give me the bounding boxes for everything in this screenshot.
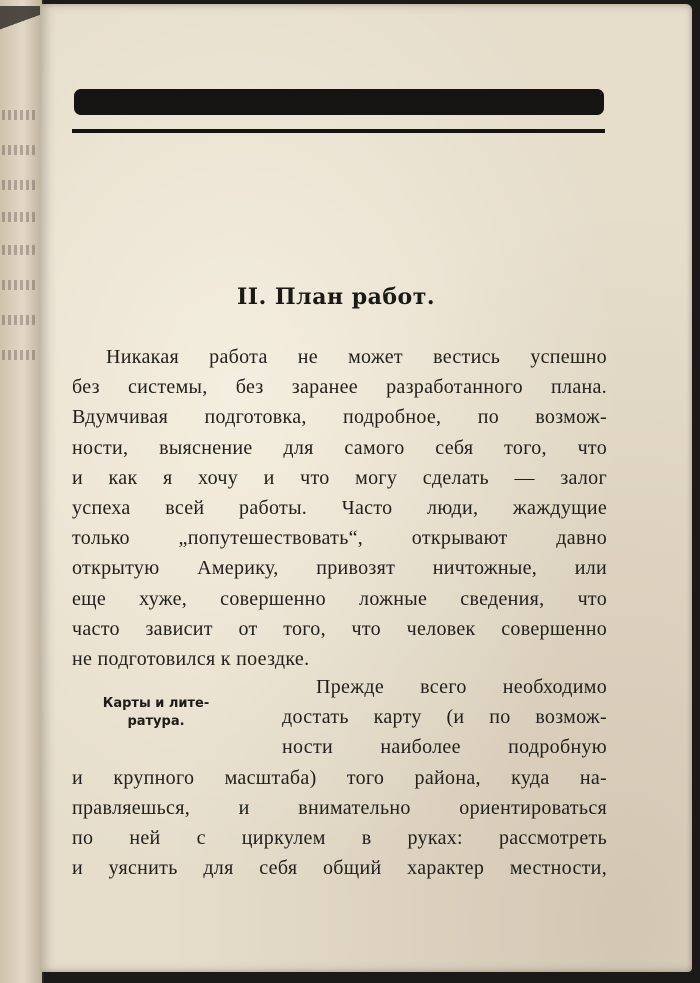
text-line: без системы, без заранее разработанного плана.	[72, 376, 607, 399]
text-line: Вдумчивая подготовка, подробное, по возмож-	[72, 406, 607, 429]
header-thin-rule	[72, 129, 605, 133]
previous-page-edge	[0, 0, 44, 983]
paragraph-1	[72, 342, 607, 674]
previous-page-text-fragment	[2, 280, 38, 290]
marginal-note-line: ратура.	[127, 714, 185, 729]
text-line: по ней с циркулем в руках: рассмотреть	[72, 826, 607, 849]
chapter-title: II. План работ.	[237, 284, 435, 310]
previous-page-header-fragment	[0, 6, 40, 50]
previous-page-text-fragment	[2, 180, 38, 190]
text-line: и уяснить для себя общий характер местности,	[72, 857, 607, 880]
text-line: только „попутешествовать“, открывают давно	[72, 527, 607, 550]
text-line: и как я хочу и что могу сделать — залог	[72, 466, 607, 489]
text-line: открытую Америку, привозят ничтожные, или	[72, 557, 607, 580]
previous-page-text-fragment	[2, 212, 38, 222]
text-line: успеха всей работы. Часто люди, жаждущие	[72, 496, 607, 519]
text-line: правляешься, и внимательно ориентироваться	[72, 796, 607, 819]
previous-page-text-fragment	[2, 145, 38, 155]
text-line: Прежде всего необходимо	[316, 676, 607, 698]
text-line: еще хуже, совершенно ложные сведения, что	[72, 587, 607, 610]
text-line: ности наиболее подробную	[282, 736, 607, 759]
text-line: достать карту (и по возмож-	[282, 706, 607, 729]
text-line: не подготовился к поездке.	[72, 647, 310, 670]
previous-page-text-fragment	[2, 350, 38, 360]
book-page	[40, 4, 692, 972]
text-line: и крупного масштаба) того района, куда на-	[72, 766, 607, 789]
header-thick-rule	[74, 89, 604, 115]
previous-page-text-fragment	[2, 315, 38, 325]
previous-page-text-fragment	[2, 245, 38, 255]
text-line: Никакая работа не может вестись успешно	[106, 346, 607, 368]
text-line: часто зависит от того, что человек совершенно	[72, 617, 607, 640]
paragraph-2	[72, 672, 607, 883]
previous-page-text-fragment	[2, 110, 38, 120]
marginal-note-line: Карты и лите-	[102, 696, 210, 711]
text-line: ности, выяснение для самого себя того, что	[72, 436, 607, 459]
